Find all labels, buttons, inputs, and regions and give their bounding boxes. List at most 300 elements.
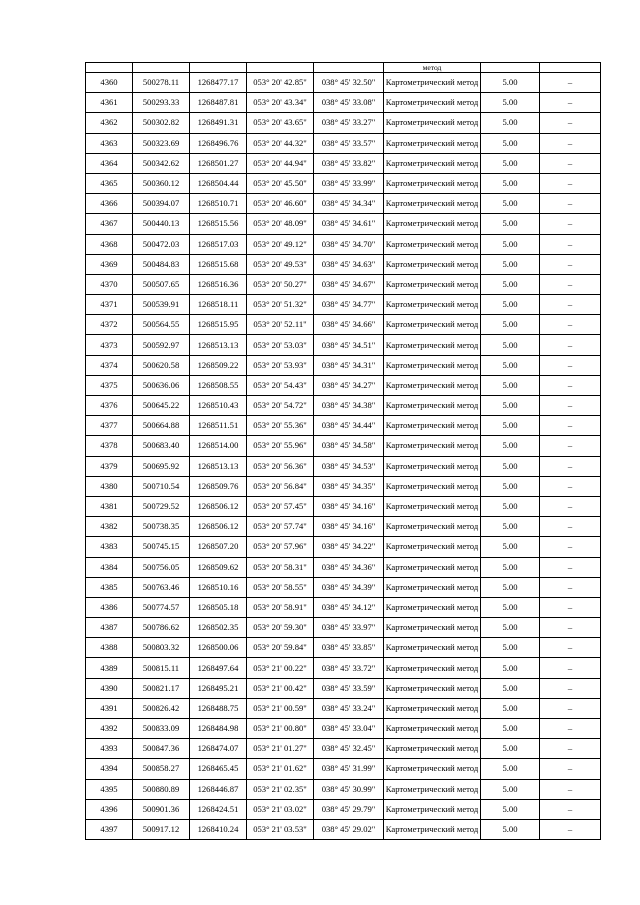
cell-x-coordinate: 500803.32 bbox=[133, 638, 190, 658]
cell-note: – bbox=[540, 113, 601, 133]
table-row bbox=[86, 234, 601, 254]
cell-latitude: 053° 20' 58.31" bbox=[247, 557, 314, 577]
cell-longitude: 038° 45' 34.70" bbox=[314, 234, 384, 254]
cell-y-coordinate: 1268491.31 bbox=[190, 113, 247, 133]
cell-method: Картометрический метод bbox=[384, 335, 481, 355]
cell-empty bbox=[190, 63, 247, 73]
cell-accuracy: 5.00 bbox=[481, 173, 540, 193]
cell-method: Картометрический метод bbox=[384, 315, 481, 335]
cell-longitude: 038° 45' 33.85" bbox=[314, 638, 384, 658]
cell-x-coordinate: 500729.52 bbox=[133, 496, 190, 516]
cell-point-number: 4380 bbox=[86, 476, 133, 496]
table-row bbox=[86, 658, 601, 678]
cell-y-coordinate: 1268511.51 bbox=[190, 416, 247, 436]
cell-note: – bbox=[540, 436, 601, 456]
cell-longitude: 038° 45' 34.61" bbox=[314, 214, 384, 234]
cell-x-coordinate: 500440.13 bbox=[133, 214, 190, 234]
table-row bbox=[86, 274, 601, 294]
cell-accuracy: 5.00 bbox=[481, 496, 540, 516]
table-row bbox=[86, 779, 601, 799]
cell-empty bbox=[481, 63, 540, 73]
cell-point-number: 4397 bbox=[86, 819, 133, 839]
cell-point-number: 4363 bbox=[86, 133, 133, 153]
cell-latitude: 053° 20' 57.74" bbox=[247, 517, 314, 537]
cell-empty bbox=[314, 63, 384, 73]
table-row bbox=[86, 476, 601, 496]
table-row bbox=[86, 719, 601, 739]
cell-longitude: 038° 45' 31.99" bbox=[314, 759, 384, 779]
cell-method: Картометрический метод bbox=[384, 456, 481, 476]
cell-note: – bbox=[540, 658, 601, 678]
cell-accuracy: 5.00 bbox=[481, 436, 540, 456]
cell-latitude: 053° 20' 49.53" bbox=[247, 254, 314, 274]
cell-empty bbox=[540, 63, 601, 73]
cell-latitude: 053° 20' 55.96" bbox=[247, 436, 314, 456]
cell-latitude: 053° 20' 44.94" bbox=[247, 153, 314, 173]
cell-latitude: 053° 20' 42.85" bbox=[247, 73, 314, 93]
table-row bbox=[86, 618, 601, 638]
cell-latitude: 053° 21' 01.62" bbox=[247, 759, 314, 779]
cell-point-number: 4375 bbox=[86, 375, 133, 395]
table-row bbox=[86, 638, 601, 658]
cell-x-coordinate: 500645.22 bbox=[133, 396, 190, 416]
cell-accuracy: 5.00 bbox=[481, 396, 540, 416]
cell-longitude: 038° 45' 34.58" bbox=[314, 436, 384, 456]
cell-note: – bbox=[540, 698, 601, 718]
cell-y-coordinate: 1268510.43 bbox=[190, 396, 247, 416]
cell-latitude: 053° 21' 00.42" bbox=[247, 678, 314, 698]
cell-point-number: 4374 bbox=[86, 355, 133, 375]
cell-note: – bbox=[540, 476, 601, 496]
cell-x-coordinate: 500858.27 bbox=[133, 759, 190, 779]
cell-longitude: 038° 45' 32.45" bbox=[314, 739, 384, 759]
cell-latitude: 053° 20' 59.30" bbox=[247, 618, 314, 638]
cell-method: Картометрический метод bbox=[384, 658, 481, 678]
cell-point-number: 4370 bbox=[86, 274, 133, 294]
cell-note: – bbox=[540, 73, 601, 93]
cell-note: – bbox=[540, 799, 601, 819]
cell-accuracy: 5.00 bbox=[481, 739, 540, 759]
table-row bbox=[86, 456, 601, 476]
cell-method: Картометрический метод bbox=[384, 153, 481, 173]
cell-note: – bbox=[540, 759, 601, 779]
cell-latitude: 053° 20' 50.27" bbox=[247, 274, 314, 294]
cell-point-number: 4384 bbox=[86, 557, 133, 577]
table-row bbox=[86, 396, 601, 416]
cell-note: – bbox=[540, 719, 601, 739]
cell-latitude: 053° 20' 59.84" bbox=[247, 638, 314, 658]
cell-method: Картометрический метод bbox=[384, 698, 481, 718]
cell-latitude: 053° 20' 54.43" bbox=[247, 375, 314, 395]
cell-note: – bbox=[540, 335, 601, 355]
cell-longitude: 038° 45' 30.99" bbox=[314, 779, 384, 799]
cell-accuracy: 5.00 bbox=[481, 456, 540, 476]
cell-longitude: 038° 45' 33.97" bbox=[314, 618, 384, 638]
cell-latitude: 053° 20' 53.03" bbox=[247, 335, 314, 355]
cell-x-coordinate: 500745.15 bbox=[133, 537, 190, 557]
cell-x-coordinate: 500278.11 bbox=[133, 73, 190, 93]
cell-note: – bbox=[540, 194, 601, 214]
cell-latitude: 053° 21' 03.53" bbox=[247, 819, 314, 839]
cell-y-coordinate: 1268509.76 bbox=[190, 476, 247, 496]
cell-method: Картометрический метод bbox=[384, 537, 481, 557]
table-row bbox=[86, 133, 601, 153]
cell-longitude: 038° 45' 34.35" bbox=[314, 476, 384, 496]
table-row bbox=[86, 577, 601, 597]
cell-y-coordinate: 1268487.81 bbox=[190, 93, 247, 113]
cell-x-coordinate: 500738.35 bbox=[133, 517, 190, 537]
cell-note: – bbox=[540, 153, 601, 173]
cell-y-coordinate: 1268513.13 bbox=[190, 456, 247, 476]
cell-longitude: 038° 45' 34.67" bbox=[314, 274, 384, 294]
cell-longitude: 038° 45' 33.08" bbox=[314, 93, 384, 113]
cell-accuracy: 5.00 bbox=[481, 819, 540, 839]
cell-latitude: 053° 21' 00.80" bbox=[247, 719, 314, 739]
cell-latitude: 053° 20' 45.50" bbox=[247, 173, 314, 193]
cell-point-number: 4369 bbox=[86, 254, 133, 274]
cell-accuracy: 5.00 bbox=[481, 133, 540, 153]
table-row bbox=[86, 496, 601, 516]
cell-note: – bbox=[540, 375, 601, 395]
cell-note: – bbox=[540, 254, 601, 274]
cell-latitude: 053° 20' 44.32" bbox=[247, 133, 314, 153]
cell-x-coordinate: 500833.09 bbox=[133, 719, 190, 739]
cell-x-coordinate: 500564.55 bbox=[133, 315, 190, 335]
cell-x-coordinate: 500360.12 bbox=[133, 173, 190, 193]
cell-x-coordinate: 500507.65 bbox=[133, 274, 190, 294]
cell-note: – bbox=[540, 456, 601, 476]
cell-y-coordinate: 1268514.00 bbox=[190, 436, 247, 456]
cell-point-number: 4377 bbox=[86, 416, 133, 436]
cell-point-number: 4366 bbox=[86, 194, 133, 214]
cell-method: Картометрический метод bbox=[384, 517, 481, 537]
cell-x-coordinate: 500774.57 bbox=[133, 597, 190, 617]
cell-longitude: 038° 45' 34.27" bbox=[314, 375, 384, 395]
cell-method: Картометрический метод bbox=[384, 557, 481, 577]
cell-method: Картометрический метод bbox=[384, 214, 481, 234]
cell-accuracy: 5.00 bbox=[481, 698, 540, 718]
cell-x-coordinate: 500917.12 bbox=[133, 819, 190, 839]
cell-point-number: 4372 bbox=[86, 315, 133, 335]
cell-empty bbox=[247, 63, 314, 73]
cell-method: Картометрический метод bbox=[384, 133, 481, 153]
cell-note: – bbox=[540, 133, 601, 153]
cell-latitude: 053° 20' 52.11" bbox=[247, 315, 314, 335]
cell-y-coordinate: 1268505.18 bbox=[190, 597, 247, 617]
cell-method: Картометрический метод bbox=[384, 739, 481, 759]
cell-accuracy: 5.00 bbox=[481, 678, 540, 698]
cell-method: Картометрический метод bbox=[384, 254, 481, 274]
table-row bbox=[86, 295, 601, 315]
cell-accuracy: 5.00 bbox=[481, 355, 540, 375]
cell-note: – bbox=[540, 93, 601, 113]
cell-latitude: 053° 20' 58.55" bbox=[247, 577, 314, 597]
cell-longitude: 038° 45' 34.16" bbox=[314, 517, 384, 537]
cell-longitude: 038° 45' 33.04" bbox=[314, 719, 384, 739]
cell-longitude: 038° 45' 29.79" bbox=[314, 799, 384, 819]
cell-latitude: 053° 20' 51.32" bbox=[247, 295, 314, 315]
cell-method-tail: метод bbox=[384, 63, 481, 73]
cell-latitude: 053° 21' 03.02" bbox=[247, 799, 314, 819]
cell-longitude: 038° 45' 33.57" bbox=[314, 133, 384, 153]
cell-method: Картометрический метод bbox=[384, 173, 481, 193]
cell-point-number: 4364 bbox=[86, 153, 133, 173]
cell-longitude: 038° 45' 34.51" bbox=[314, 335, 384, 355]
cell-x-coordinate: 500710.54 bbox=[133, 476, 190, 496]
cell-accuracy: 5.00 bbox=[481, 214, 540, 234]
cell-accuracy: 5.00 bbox=[481, 577, 540, 597]
cell-accuracy: 5.00 bbox=[481, 153, 540, 173]
cell-x-coordinate: 500786.62 bbox=[133, 618, 190, 638]
cell-accuracy: 5.00 bbox=[481, 73, 540, 93]
cell-y-coordinate: 1268515.56 bbox=[190, 214, 247, 234]
cell-x-coordinate: 500636.06 bbox=[133, 375, 190, 395]
cell-note: – bbox=[540, 819, 601, 839]
table-row bbox=[86, 819, 601, 839]
cell-accuracy: 5.00 bbox=[481, 517, 540, 537]
cell-point-number: 4391 bbox=[86, 698, 133, 718]
cell-y-coordinate: 1268495.21 bbox=[190, 678, 247, 698]
table-row bbox=[86, 335, 601, 355]
cell-latitude: 053° 21' 00.59" bbox=[247, 698, 314, 718]
table-row bbox=[86, 557, 601, 577]
table-row bbox=[86, 597, 601, 617]
cell-x-coordinate: 500664.88 bbox=[133, 416, 190, 436]
cell-point-number: 4360 bbox=[86, 73, 133, 93]
cell-point-number: 4378 bbox=[86, 436, 133, 456]
cell-y-coordinate: 1268509.22 bbox=[190, 355, 247, 375]
cell-latitude: 053° 20' 48.09" bbox=[247, 214, 314, 234]
cell-longitude: 038° 45' 34.22" bbox=[314, 537, 384, 557]
cell-longitude: 038° 45' 34.36" bbox=[314, 557, 384, 577]
cell-method: Картометрический метод bbox=[384, 436, 481, 456]
cell-latitude: 053° 20' 56.84" bbox=[247, 476, 314, 496]
cell-latitude: 053° 21' 00.22" bbox=[247, 658, 314, 678]
table-row bbox=[86, 799, 601, 819]
cell-method: Картометрический метод bbox=[384, 396, 481, 416]
cell-x-coordinate: 500763.46 bbox=[133, 577, 190, 597]
cell-method: Картометрический метод bbox=[384, 496, 481, 516]
cell-method: Картометрический метод bbox=[384, 779, 481, 799]
cell-point-number: 4371 bbox=[86, 295, 133, 315]
cell-longitude: 038° 45' 34.34" bbox=[314, 194, 384, 214]
cell-latitude: 053° 20' 43.65" bbox=[247, 113, 314, 133]
cell-point-number: 4381 bbox=[86, 496, 133, 516]
cell-y-coordinate: 1268410.24 bbox=[190, 819, 247, 839]
table-row bbox=[86, 698, 601, 718]
cell-longitude: 038° 45' 33.72" bbox=[314, 658, 384, 678]
cell-accuracy: 5.00 bbox=[481, 779, 540, 799]
cell-x-coordinate: 500821.17 bbox=[133, 678, 190, 698]
cell-accuracy: 5.00 bbox=[481, 234, 540, 254]
cell-note: – bbox=[540, 557, 601, 577]
cell-point-number: 4367 bbox=[86, 214, 133, 234]
cell-note: – bbox=[540, 517, 601, 537]
cell-y-coordinate: 1268515.95 bbox=[190, 315, 247, 335]
table-row bbox=[86, 739, 601, 759]
cell-y-coordinate: 1268518.11 bbox=[190, 295, 247, 315]
cell-y-coordinate: 1268508.55 bbox=[190, 375, 247, 395]
cell-method: Картометрический метод bbox=[384, 113, 481, 133]
cell-accuracy: 5.00 bbox=[481, 375, 540, 395]
cell-note: – bbox=[540, 739, 601, 759]
cell-y-coordinate: 1268516.36 bbox=[190, 274, 247, 294]
cell-note: – bbox=[540, 396, 601, 416]
cell-y-coordinate: 1268506.12 bbox=[190, 496, 247, 516]
continuation-row bbox=[86, 63, 601, 73]
cell-point-number: 4361 bbox=[86, 93, 133, 113]
cell-note: – bbox=[540, 597, 601, 617]
table-row bbox=[86, 355, 601, 375]
cell-point-number: 4388 bbox=[86, 638, 133, 658]
cell-y-coordinate: 1268465.45 bbox=[190, 759, 247, 779]
cell-x-coordinate: 500539.91 bbox=[133, 295, 190, 315]
cell-method: Картометрический метод bbox=[384, 638, 481, 658]
cell-empty bbox=[133, 63, 190, 73]
cell-point-number: 4385 bbox=[86, 577, 133, 597]
cell-method: Картометрический метод bbox=[384, 93, 481, 113]
cell-accuracy: 5.00 bbox=[481, 537, 540, 557]
cell-point-number: 4393 bbox=[86, 739, 133, 759]
cell-accuracy: 5.00 bbox=[481, 658, 540, 678]
cell-method: Картометрический метод bbox=[384, 73, 481, 93]
cell-x-coordinate: 500815.11 bbox=[133, 658, 190, 678]
cell-latitude: 053° 21' 01.27" bbox=[247, 739, 314, 759]
cell-latitude: 053° 20' 43.34" bbox=[247, 93, 314, 113]
cell-latitude: 053° 20' 53.93" bbox=[247, 355, 314, 375]
cell-longitude: 038° 45' 34.31" bbox=[314, 355, 384, 375]
cell-accuracy: 5.00 bbox=[481, 295, 540, 315]
cell-x-coordinate: 500695.92 bbox=[133, 456, 190, 476]
cell-longitude: 038° 45' 33.82" bbox=[314, 153, 384, 173]
cell-x-coordinate: 500620.58 bbox=[133, 355, 190, 375]
cell-y-coordinate: 1268477.17 bbox=[190, 73, 247, 93]
cell-x-coordinate: 500592.97 bbox=[133, 335, 190, 355]
cell-method: Картометрический метод bbox=[384, 476, 481, 496]
table-row bbox=[86, 375, 601, 395]
cell-x-coordinate: 500323.69 bbox=[133, 133, 190, 153]
cell-accuracy: 5.00 bbox=[481, 638, 540, 658]
table-body bbox=[86, 63, 601, 840]
table-row bbox=[86, 537, 601, 557]
table-row bbox=[86, 173, 601, 193]
cell-note: – bbox=[540, 355, 601, 375]
cell-y-coordinate: 1268506.12 bbox=[190, 517, 247, 537]
table-row bbox=[86, 254, 601, 274]
cell-point-number: 4383 bbox=[86, 537, 133, 557]
cell-note: – bbox=[540, 416, 601, 436]
cell-point-number: 4386 bbox=[86, 597, 133, 617]
cell-accuracy: 5.00 bbox=[481, 416, 540, 436]
table-row bbox=[86, 113, 601, 133]
cell-note: – bbox=[540, 173, 601, 193]
cell-y-coordinate: 1268501.27 bbox=[190, 153, 247, 173]
cell-y-coordinate: 1268517.03 bbox=[190, 234, 247, 254]
cell-y-coordinate: 1268446.87 bbox=[190, 779, 247, 799]
cell-latitude: 053° 21' 02.35" bbox=[247, 779, 314, 799]
cell-latitude: 053° 20' 55.36" bbox=[247, 416, 314, 436]
cell-method: Картометрический метод bbox=[384, 799, 481, 819]
cell-y-coordinate: 1268504.44 bbox=[190, 173, 247, 193]
cell-empty bbox=[86, 63, 133, 73]
cell-longitude: 038° 45' 34.39" bbox=[314, 577, 384, 597]
cell-method: Картометрический метод bbox=[384, 678, 481, 698]
cell-x-coordinate: 500847.36 bbox=[133, 739, 190, 759]
cell-longitude: 038° 45' 34.53" bbox=[314, 456, 384, 476]
cell-latitude: 053° 20' 46.60" bbox=[247, 194, 314, 214]
cell-accuracy: 5.00 bbox=[481, 476, 540, 496]
cell-y-coordinate: 1268510.71 bbox=[190, 194, 247, 214]
cell-accuracy: 5.00 bbox=[481, 194, 540, 214]
cell-accuracy: 5.00 bbox=[481, 719, 540, 739]
cell-method: Картометрический метод bbox=[384, 819, 481, 839]
cell-point-number: 4394 bbox=[86, 759, 133, 779]
cell-x-coordinate: 500880.89 bbox=[133, 779, 190, 799]
table-row bbox=[86, 214, 601, 234]
cell-accuracy: 5.00 bbox=[481, 557, 540, 577]
cell-note: – bbox=[540, 234, 601, 254]
cell-longitude: 038° 45' 34.38" bbox=[314, 396, 384, 416]
table-row bbox=[86, 153, 601, 173]
cell-longitude: 038° 45' 29.02" bbox=[314, 819, 384, 839]
cell-x-coordinate: 500826.42 bbox=[133, 698, 190, 718]
coordinates-table bbox=[85, 62, 601, 840]
cell-y-coordinate: 1268496.76 bbox=[190, 133, 247, 153]
cell-latitude: 053° 20' 58.91" bbox=[247, 597, 314, 617]
cell-method: Картометрический метод bbox=[384, 597, 481, 617]
cell-longitude: 038° 45' 34.77" bbox=[314, 295, 384, 315]
cell-y-coordinate: 1268509.62 bbox=[190, 557, 247, 577]
cell-accuracy: 5.00 bbox=[481, 274, 540, 294]
cell-point-number: 4368 bbox=[86, 234, 133, 254]
cell-accuracy: 5.00 bbox=[481, 335, 540, 355]
cell-accuracy: 5.00 bbox=[481, 799, 540, 819]
table-row bbox=[86, 73, 601, 93]
cell-point-number: 4392 bbox=[86, 719, 133, 739]
cell-x-coordinate: 500901.36 bbox=[133, 799, 190, 819]
cell-longitude: 038° 45' 34.44" bbox=[314, 416, 384, 436]
cell-longitude: 038° 45' 33.24" bbox=[314, 698, 384, 718]
cell-method: Картометрический метод bbox=[384, 234, 481, 254]
cell-longitude: 038° 45' 32.50" bbox=[314, 73, 384, 93]
cell-latitude: 053° 20' 49.12" bbox=[247, 234, 314, 254]
table-row bbox=[86, 517, 601, 537]
cell-x-coordinate: 500394.07 bbox=[133, 194, 190, 214]
cell-y-coordinate: 1268424.51 bbox=[190, 799, 247, 819]
cell-y-coordinate: 1268515.68 bbox=[190, 254, 247, 274]
cell-y-coordinate: 1268507.20 bbox=[190, 537, 247, 557]
cell-method: Картометрический метод bbox=[384, 274, 481, 294]
cell-x-coordinate: 500484.83 bbox=[133, 254, 190, 274]
cell-longitude: 038° 45' 33.27" bbox=[314, 113, 384, 133]
cell-point-number: 4382 bbox=[86, 517, 133, 537]
cell-point-number: 4396 bbox=[86, 799, 133, 819]
cell-point-number: 4395 bbox=[86, 779, 133, 799]
cell-accuracy: 5.00 bbox=[481, 759, 540, 779]
cell-method: Картометрический метод bbox=[384, 618, 481, 638]
table-row bbox=[86, 436, 601, 456]
cell-x-coordinate: 500683.40 bbox=[133, 436, 190, 456]
cell-method: Картометрический метод bbox=[384, 355, 481, 375]
table-row bbox=[86, 194, 601, 214]
cell-accuracy: 5.00 bbox=[481, 93, 540, 113]
cell-x-coordinate: 500472.03 bbox=[133, 234, 190, 254]
cell-accuracy: 5.00 bbox=[481, 618, 540, 638]
cell-note: – bbox=[540, 618, 601, 638]
cell-y-coordinate: 1268513.13 bbox=[190, 335, 247, 355]
cell-latitude: 053° 20' 57.96" bbox=[247, 537, 314, 557]
cell-note: – bbox=[540, 779, 601, 799]
